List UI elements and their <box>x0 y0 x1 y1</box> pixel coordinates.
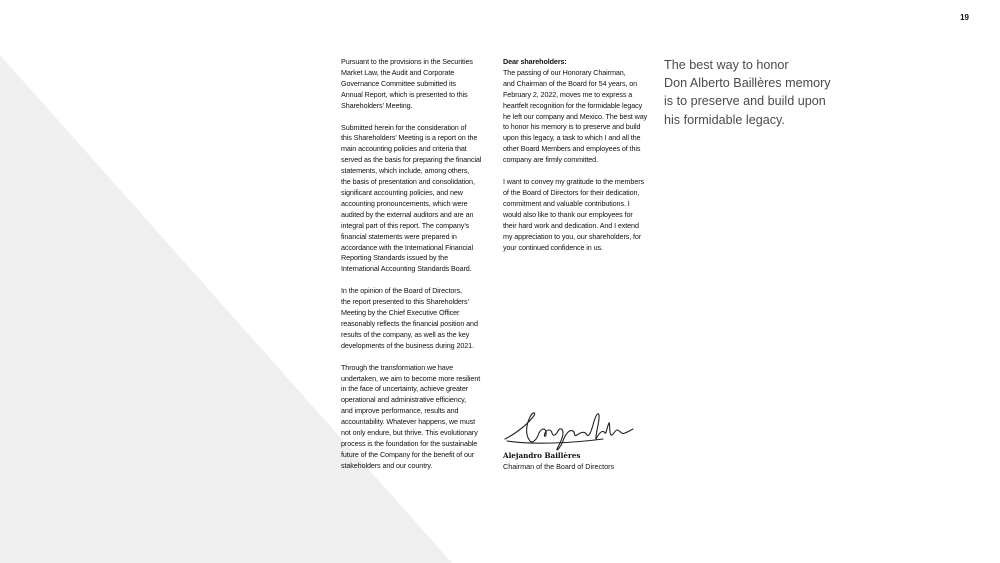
pull-quote: The best way to honor Don Alberto Baillères memory is to preserve and build upon his formidable legacy. <box>664 58 831 127</box>
handwritten-signature <box>503 405 635 453</box>
signer-title: Chairman of the Board of Directors <box>503 462 615 471</box>
paragraph: In the opinion of the Board of Directors, the report presented to this Shareholders’ Meeting by the Chief Executive Officer reasonably reflects the financial position and results of the company, as well as the key developments of the business during 2021. <box>341 286 478 350</box>
paragraph: Pursuant to the provisions in the Securities Market Law, the Audit and Corporate Governance Committee submitted its Annual Report, which is presented to this Shareholders’ Meeting. <box>341 57 473 110</box>
signer-name: Alejandro Baillères <box>503 451 581 460</box>
salutation: Dear shareholders: <box>503 57 567 66</box>
page-number: 19 <box>960 13 969 22</box>
paragraph: The passing of our Honorary Chairman, and Chairman of the Board for 54 years, on February 2, 2022, moves me to express a heartfelt recognition for the formidable legacy he left our company and Mexico. The best way to honor his memory is to preserve and build upon this legacy, a task to which I and all the other Board Members and employees of this company are firmly committed. <box>503 67 648 165</box>
paragraph: Through the transformation we have undertaken, we aim to become more resilient in the face of uncertainty, achieve greater operational and administrative efficiency, and improve performance, results and accountability. Whatever happens, we must not only endure, but thrive. This evolutionary process is the foundation for the sustainable future of the Company for the benefit of our stakeholders and our country. <box>341 362 481 470</box>
middle-text-column <box>503 57 659 264</box>
paragraph: Submitted herein for the consideration of this Shareholders’ Meeting is a report on the main accounting policies and criteria that served as the basis for preparing the financial statements, which include, among others, the basis of presentation and consolidation, significant accounting policies, and new accounting pronouncements, which were audited by the external auditors and are an integral part of this report. The company’s financial statements were prepared in accordance with the International Financial Reporting Standards issued by the International Accounting Standards Board. <box>341 122 482 274</box>
paragraph: I want to convey my gratitude to the members of the Board of Directors for their dedication, commitment and valuable contributions. I would also like to thank our employees for their hard work and dedication. And I extend my appreciation to you, our shareholders, for your continued confidence in us. <box>503 177 645 252</box>
left-text-column <box>341 57 497 483</box>
